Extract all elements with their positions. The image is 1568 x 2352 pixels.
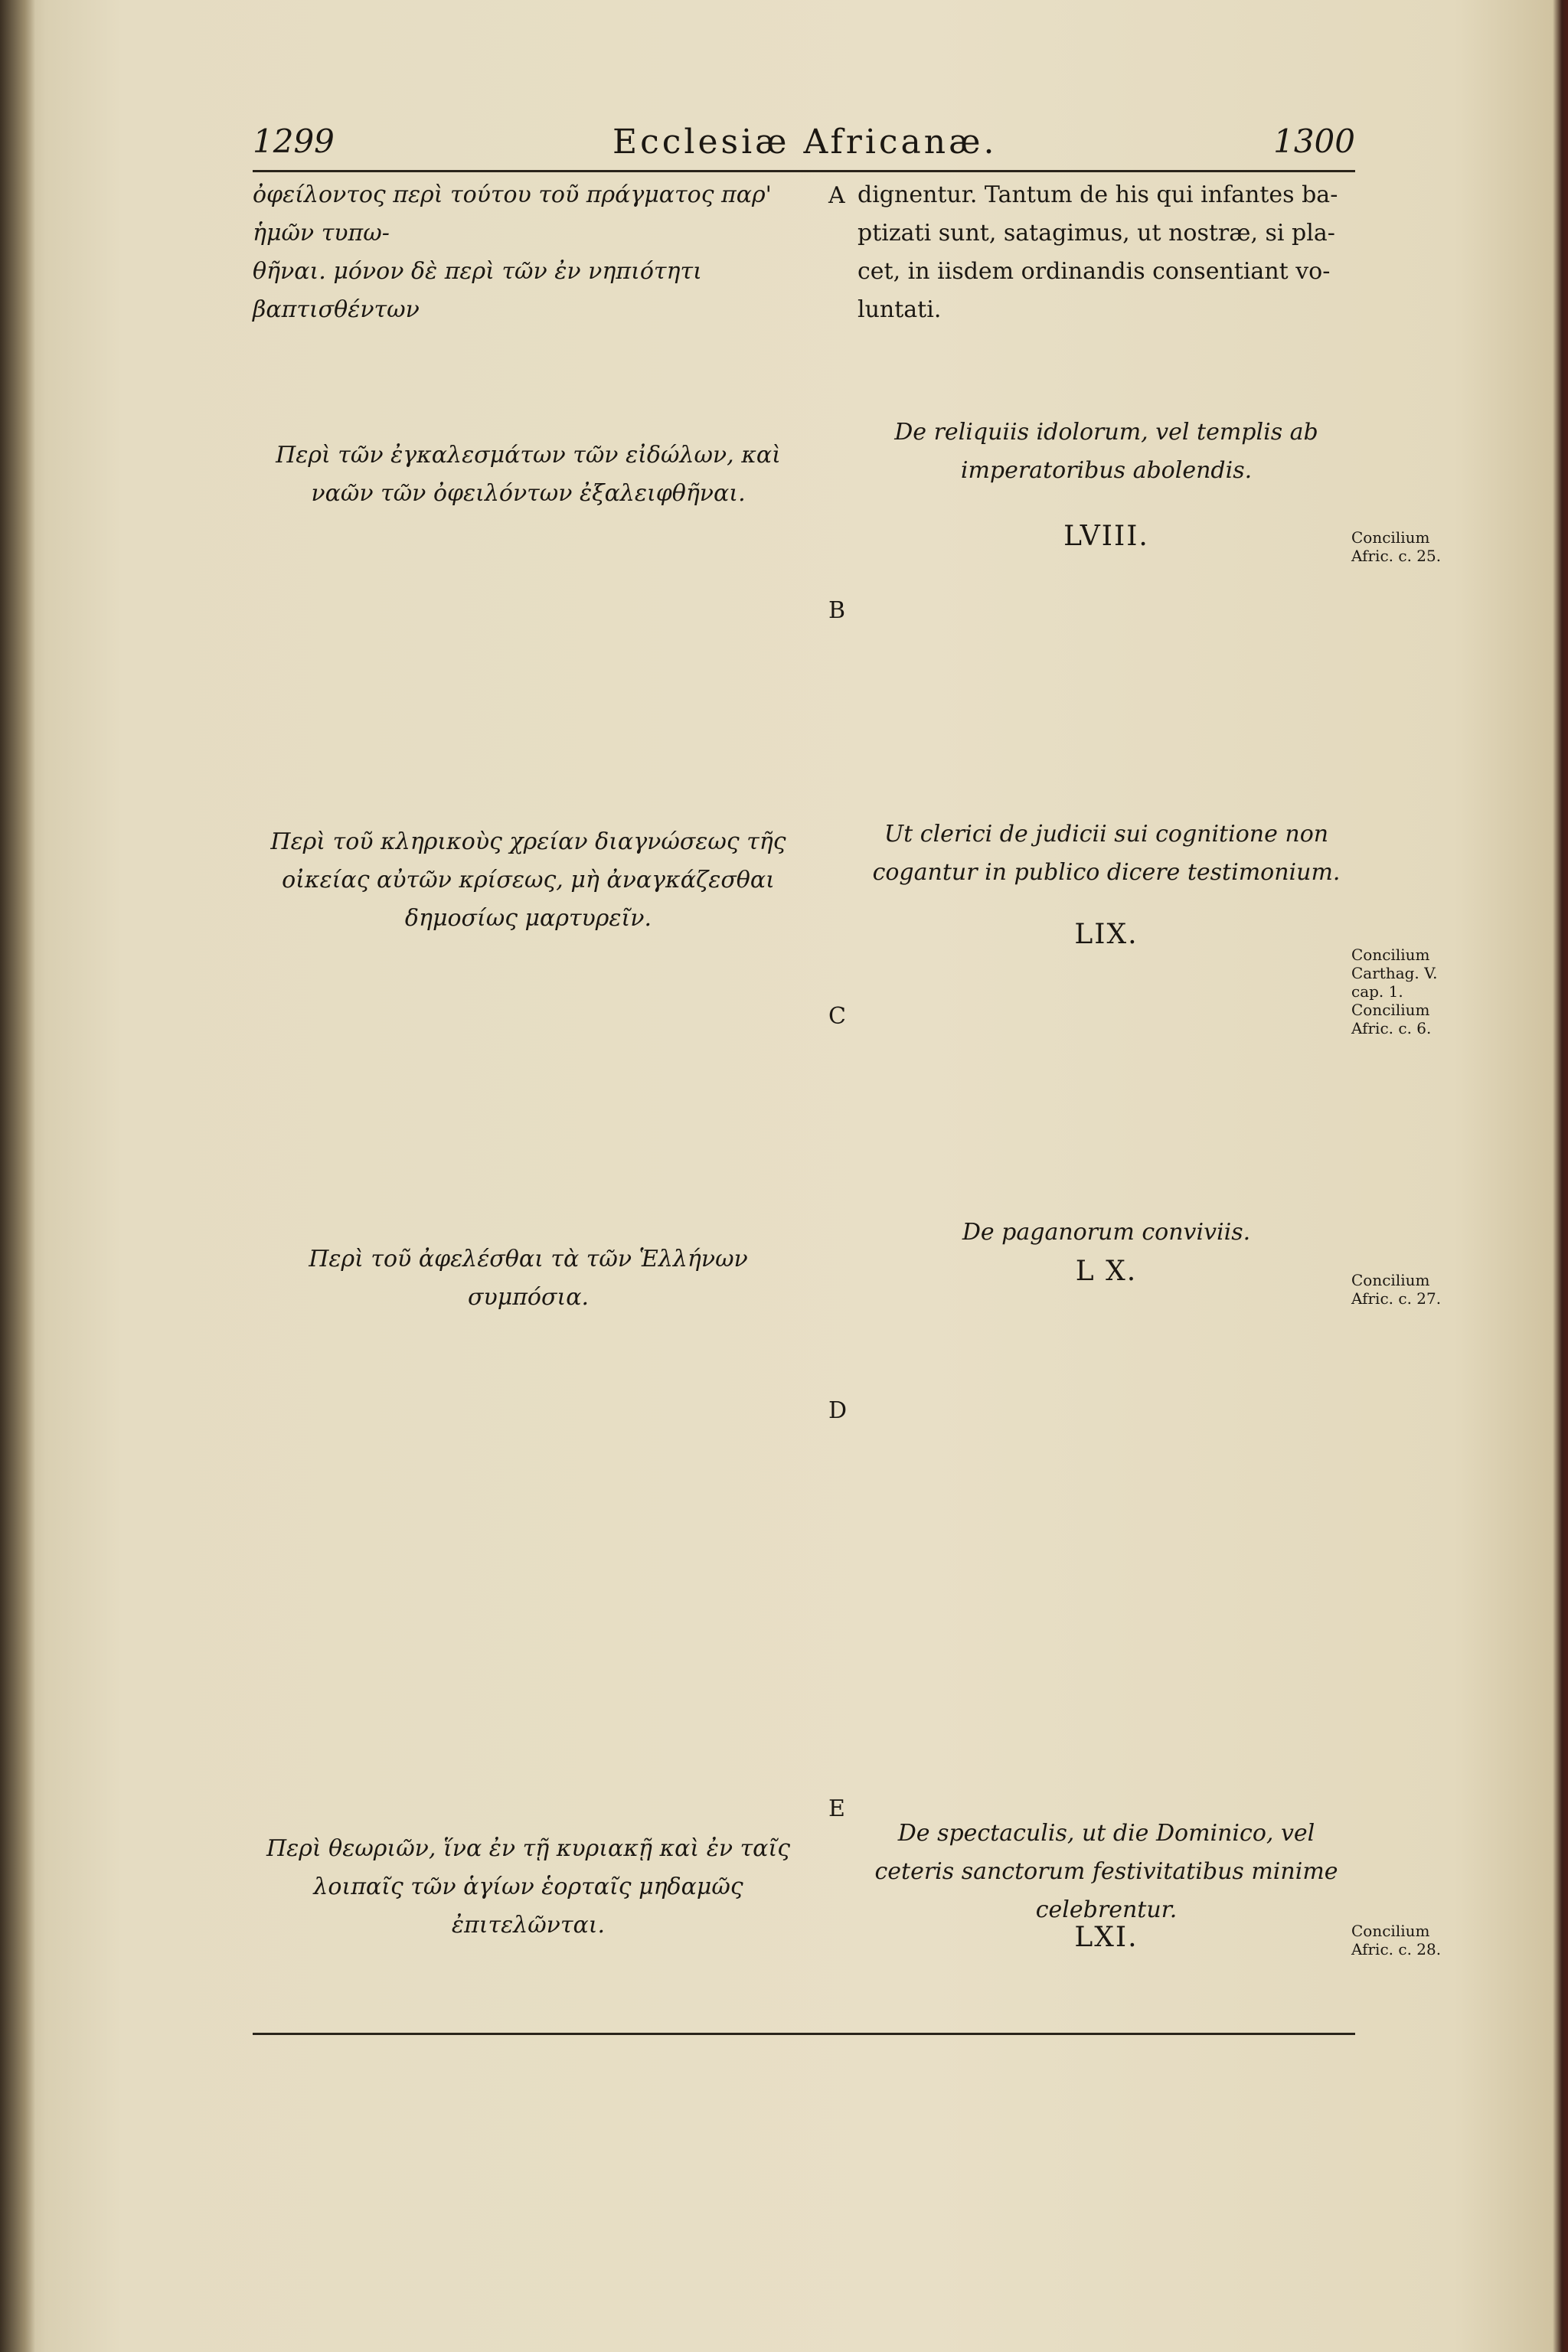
margin-letter: D [828,1397,848,1424]
side-note: Concilium Afric. c. 25. [1351,528,1442,565]
margin-letter: C [828,1003,846,1030]
section-61-number: LXI. [1074,1922,1138,1953]
margin-letter: A [828,182,845,209]
greek-line: θῆναι. μόνον δὲ περὶ τῶν ἐν νηπιότητι βαπτισθέντων [253,258,702,323]
margin-letter: E [828,1795,845,1822]
gutter-shadow [0,0,35,2352]
section-59-number: LIX. [1074,919,1138,950]
section-58-title: De reliquiis idolorum, vel templis ab imperatoribus abolendis. [894,419,1318,484]
greek-heading-61: Περὶ θεωριῶν, ἵνα ἐν τῇ κυριακῇ καὶ ἐν ταῖς λοιπαῖς τῶν ἁγίων ἑορταῖς μηδαμῶς ἐπιτελῶνται. [266,1835,791,1939]
greek-heading-59: Περὶ τοῦ κληρικοὺς χρείαν διαγνώσεως τῆς οἰκείας αὐτῶν κρίσεως, μὴ ἀναγκάζεσθαι δημοσίως μαρτυρεῖν. [270,828,786,932]
header-rule [253,170,1355,172]
right-page-number: 1300 [1273,122,1355,160]
running-header [253,122,1355,168]
latin-line: ptizati sunt, satagimus, ut nostræ, si pla- [858,220,1335,247]
right-column [858,176,1355,329]
running-title: Ecclesiæ Africanæ. [612,122,998,162]
greek-line: ὀφείλοντος περὶ τούτου τοῦ πράγματος παρ' ἡμῶν τυπω- [253,181,772,247]
left-column [253,176,804,329]
side-note: Concilium Afric. c. 28. [1351,1922,1442,1958]
section-58-number: LVIII. [1063,521,1149,552]
left-page-number: 1299 [253,122,335,160]
greek-heading-60: Περὶ τοῦ ἀφελέσθαι τὰ τῶν Ἑλλήνων συμπόσια. [309,1246,748,1311]
section-59-title: Ut clerici de judicii sui cognitione non cogantur in publico dicere testimonium. [872,821,1341,886]
side-note: Concilium Carthag. V. cap. 1. Concilium Afric. c. 6. [1351,946,1438,1037]
margin-letter: B [828,597,846,624]
section-60-number: L X. [1075,1256,1138,1287]
side-note: Concilium Afric. c. 27. [1351,1271,1442,1308]
greek-heading-58: Περὶ τῶν ἐγκαλεσμάτων τῶν εἰδώλων, καὶ ναῶν τῶν ὀφειλόντων ἐξαλειφθῆναι. [276,442,781,507]
footnote-rule [253,2033,1355,2035]
page-edge [1553,0,1568,2352]
latin-line: dignentur. Tantum de his qui infantes ba- [858,181,1338,208]
section-60-title: De paganorum conviviis. [962,1219,1251,1246]
latin-line: luntati. [858,296,942,323]
latin-line: cet, in iisdem ordinandis consentiant vo- [858,258,1331,285]
section-61-title: De spectaculis, ut die Dominico, vel ceteris sanctorum festivitatibus minime celebrentur. [874,1820,1338,1923]
